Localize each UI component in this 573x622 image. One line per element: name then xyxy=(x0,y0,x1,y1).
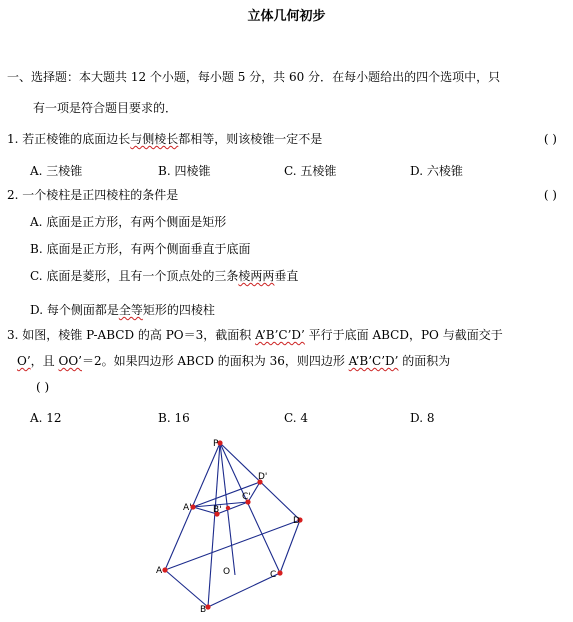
q2-option-a: A. 底面是正方形，有两个侧面是矩形 xyxy=(30,215,227,229)
figure-edges xyxy=(165,443,300,607)
q3-option-a: A. 12 xyxy=(30,411,62,425)
q2-option-c-part: C. 底面是菱形，且有一个顶点处的三条 xyxy=(30,269,239,283)
label-A1: A' xyxy=(183,503,192,513)
q3-point-o-prime: O’ xyxy=(17,354,31,368)
figure-points xyxy=(162,440,302,609)
q1-stem-underlined: 与侧棱长 xyxy=(130,132,179,146)
label-B: B xyxy=(200,605,207,615)
q3-section-name: A’B’C’D’ xyxy=(255,328,305,342)
q2-option-d-underlined: 全等 xyxy=(118,303,143,317)
q3-section-name: A’B’C’D’ xyxy=(348,354,399,368)
q1-stem-part: 1. 若正棱锥的底面边长 xyxy=(7,132,131,146)
label-D1: D' xyxy=(258,472,268,482)
q3-text: ，且 xyxy=(30,354,59,368)
point-A xyxy=(162,567,167,572)
label-P: P xyxy=(213,439,219,449)
q3-text: 的面积为 xyxy=(398,354,451,368)
edge-DA xyxy=(165,520,300,570)
edge-AB xyxy=(165,570,208,607)
q3-answer-paren: ( ) xyxy=(36,380,50,394)
q1-answer-paren: ( ) xyxy=(543,132,557,146)
q2-option-d-part: D. 每个侧面都是 xyxy=(30,303,119,317)
q1-stem-part: 都相等，则该棱锥一定不是 xyxy=(178,132,323,146)
q2-option-b: B. 底面是正方形，有两个侧面垂直于底面 xyxy=(30,242,251,256)
q2-stem: 2. 一个棱柱是正四棱柱的条件是 xyxy=(7,188,179,202)
label-O: O xyxy=(223,567,231,577)
page-title: 立体几何初步 xyxy=(247,9,326,24)
q1-option-a: A. 三棱锥 xyxy=(30,164,83,178)
q3-text: ＝2。如果四边形 ABCD 的面积为 36，则四边形 xyxy=(81,354,349,368)
point-C xyxy=(277,570,282,575)
q3-text: 平行于底面 ABCD，PO 与截面交于 xyxy=(304,328,503,342)
section-instructions-line1: 一、选择题：本大题共 12 个小题，每小题 5 分，共 60 分．在每小题给出的四个选项中，只 xyxy=(7,70,501,84)
q3-option-d: D. 8 xyxy=(410,411,435,425)
q2-option-c-part: 垂直 xyxy=(274,269,299,283)
q3-option-c: C. 4 xyxy=(284,411,309,425)
label-C1: C' xyxy=(242,492,251,502)
edge-CD xyxy=(280,520,300,573)
q3-option-b: B. 16 xyxy=(158,411,190,425)
label-B1: B' xyxy=(213,505,222,515)
q2-option-c-underlined: 棱两两 xyxy=(238,269,275,283)
q2-answer-paren: ( ) xyxy=(543,188,557,202)
point-O1 xyxy=(226,506,230,510)
q1-option-d: D. 六棱锥 xyxy=(410,164,463,178)
label-C: C xyxy=(270,570,277,580)
q3-text: 3. 如图，棱锥 P-ABCD 的高 PO＝3，截面积 xyxy=(7,328,256,342)
q3-segment-oo-prime: OO’ xyxy=(58,354,82,368)
q1-option-b: B. 四棱锥 xyxy=(158,164,211,178)
q2-option-d-part: 矩形的四棱柱 xyxy=(142,303,215,317)
section-instructions-line2: 有一项是符合题目要求的． xyxy=(33,101,178,115)
label-D: D xyxy=(293,516,300,526)
q1-option-c: C. 五棱锥 xyxy=(284,164,337,178)
label-A: A xyxy=(156,566,163,576)
